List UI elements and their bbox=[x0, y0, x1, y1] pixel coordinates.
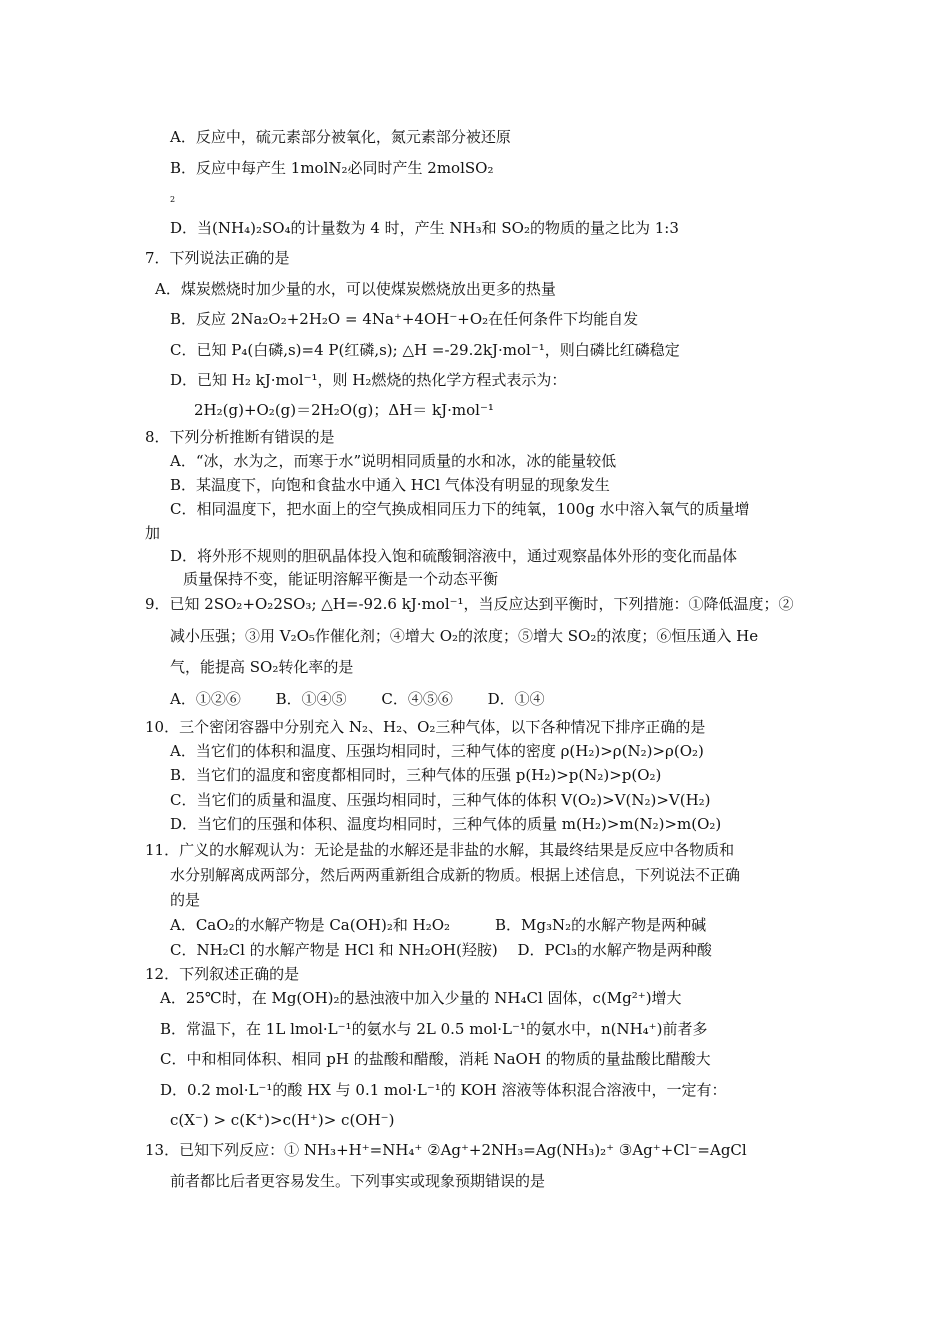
option-6b: B．反应中每产生 1molN₂必同时产生 2molSO₂ bbox=[170, 159, 494, 177]
question-11-stem-line2: 水分别解离成两部分，然后两两重新组合成新的物质。根据上述信息，下列说法不正确 bbox=[170, 866, 741, 884]
option-7d-equation: 2H₂(g)+O₂(g)＝2H₂O(g)；ΔH＝ kJ·mol⁻¹ bbox=[194, 401, 494, 419]
option-8b: B．某温度下，向饱和食盐水中通入 HCl 气体没有明显的现象发生 bbox=[170, 476, 610, 494]
option-8c: C．相同温度下，把水面上的空气换成相同压力下的纯氧，100g 水中溶入氧气的质量增 bbox=[170, 500, 750, 518]
option-12c: C．中和相同体积、相同 pH 的盐酸和醋酸，消耗 NaOH 的物质的量盐酸比醋酸大 bbox=[160, 1050, 711, 1068]
question-11-stem: 11．广义的水解观认为：无论是盐的水解还是非盐的水解，其最终结果是反应中各物质和 bbox=[145, 841, 735, 859]
option-12d: D．0.2 mol·L⁻¹的酸 HX 与 0.1 mol·L⁻¹的 KOH 溶液等体积混合溶液中，一定有： bbox=[160, 1081, 727, 1099]
option-7c: C．已知 P₄(白磷,s)=4 P(红磷,s); △H =-29.2kJ·mol⁻¹，则白磷比红磷稳定 bbox=[170, 341, 680, 359]
option-10c: C．当它们的质量和温度、压强均相同时，三种气体的体积 V(O₂)>V(N₂)>V(H₂) bbox=[170, 791, 711, 809]
option-12a: A．25℃时，在 Mg(OH)₂的悬浊液中加入少量的 NH₄Cl 固体，c(Mg²⁺)增大 bbox=[160, 989, 682, 1007]
option-6d: D．当(NH₄)₂SO₄的计量数为 4 时，产生 NH₃和 SO₂的物质的量之比为 1:3 bbox=[170, 219, 679, 237]
option-10b: B．当它们的温度和密度都相同时，三种气体的压强 p(H₂)>p(N₂)>p(O₂) bbox=[170, 766, 662, 784]
option-12d-expression: c(X⁻) > c(K⁺)>c(H⁺)> c(OH⁻) bbox=[170, 1111, 395, 1129]
question-13-stem: 13．已知下列反应：① NH₃+H⁺=NH₄⁺ ②Ag⁺+2NH₃=Ag(NH₃)₂⁺ ③Ag⁺+Cl⁻=AgCl bbox=[145, 1141, 747, 1159]
option-10d: D．当它们的压强和体积、温度均相同时，三种气体的质量 m(H₂)>m(N₂)>m(O₂) bbox=[170, 815, 722, 833]
question-7-stem: 7．下列说法正确的是 bbox=[145, 249, 290, 267]
question-9-stem-line2: 减小压强；③用 V₂O₅作催化剂；④增大 O₂的浓度；⑤增大 SO₂的浓度；⑥恒压通入 He bbox=[170, 627, 759, 645]
option-8a: A．“冰，水为之，而寒于水”说明相同质量的水和冰，冰的能量较低 bbox=[170, 452, 617, 470]
question-12-stem: 12．下列叙述正确的是 bbox=[145, 965, 300, 983]
question-8-stem: 8．下列分析推断有错误的是 bbox=[145, 428, 335, 446]
options-11ab: A．CaO₂的水解产物是 Ca(OH)₂和 H₂O₂ B．Mg₃N₂的水解产物是两种碱 bbox=[170, 916, 707, 934]
option-7d: D．已知 H₂ kJ·mol⁻¹，则 H₂燃烧的热化学方程式表示为： bbox=[170, 371, 567, 389]
option-7a: A．煤炭燃烧时加少量的水，可以使煤炭燃烧放出更多的热量 bbox=[155, 280, 556, 298]
question-10-stem: 10．三个密闭容器中分别充入 N₂、H₂、O₂三种气体，以下各种情况下排序正确的是 bbox=[145, 718, 706, 736]
question-9-options: A．①②⑥ B．①④⑤ C．④⑤⑥ D．①④ bbox=[170, 690, 545, 708]
question-11-stem-line3: 的是 bbox=[170, 891, 201, 909]
option-12b: B．常温下，在 1L lmol·L⁻¹的氨水与 2L 0.5 mol·L⁻¹的氨水中，n(NH₄⁺)前者多 bbox=[160, 1020, 708, 1038]
option-7b: B．反应 2Na₂O₂+2H₂O = 4Na⁺+4OH⁻+O₂在任何条件下均能自发 bbox=[170, 310, 639, 328]
option-6a: A．反应中，硫元素部分被氧化，氮元素部分被还原 bbox=[170, 128, 511, 146]
option-8d-continued: 质量保持不变，能证明溶解平衡是一个动态平衡 bbox=[183, 570, 499, 588]
options-11cd: C．NH₂Cl 的水解产物是 HCl 和 NH₂OH(羟胺) D．PCl₃的水解产物是两种酸 bbox=[170, 941, 712, 959]
option-8c-continued: 加 bbox=[145, 524, 161, 542]
option-10a: A．当它们的体积和温度、压强均相同时，三种气体的密度 ρ(H₂)>ρ(N₂)>ρ(O₂) bbox=[170, 742, 704, 760]
stray-subscript: 2 bbox=[170, 195, 176, 204]
option-8d: D．将外形不规则的胆矾晶体投入饱和硫酸铜溶液中，通过观察晶体外形的变化而晶体 bbox=[170, 547, 738, 565]
question-9-stem: 9．已知 2SO₂+O₂2SO₃; △H=-92.6 kJ·mol⁻¹，当反应达到平衡时，下列措施：①降低温度；② bbox=[145, 595, 794, 613]
question-9-stem-line3: 气，能提高 SO₂转化率的是 bbox=[170, 658, 354, 676]
question-13-stem-line2: 前者都比后者更容易发生。下列事实或现象预期错误的是 bbox=[170, 1172, 546, 1190]
